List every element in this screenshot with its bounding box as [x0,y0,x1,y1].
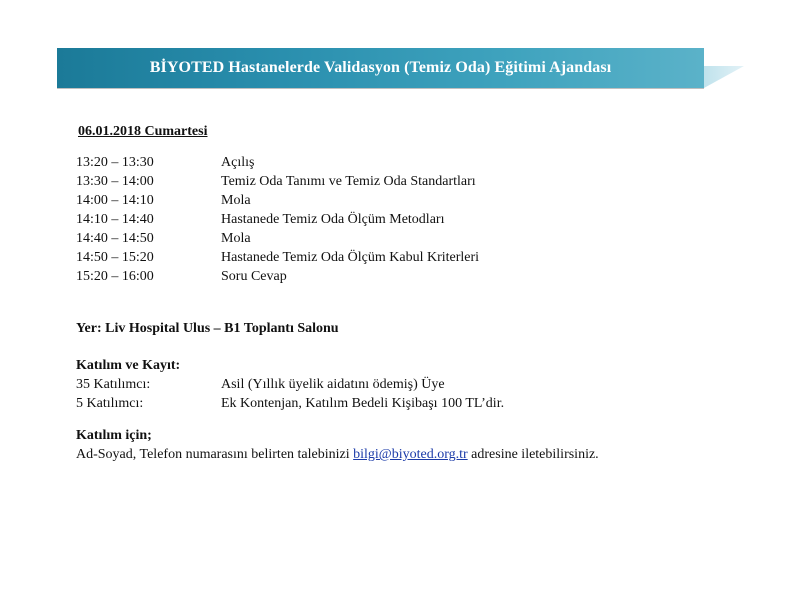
agenda-date: 06.01.2018 Cumartesi [78,124,208,139]
agenda-title: Açılış [221,155,255,170]
agenda-row [76,191,599,210]
agenda-time: 13:30 – 14:00 [76,174,154,189]
contact-text [76,445,599,464]
registration-value: Asil (Yıllık üyelik aidatını ödemiş) Üye [221,377,445,392]
agenda-time: 13:20 – 13:30 [76,155,154,170]
agenda-title: Hastanede Temiz Oda Ölçüm Metodları [221,212,445,227]
registration-heading: Katılım ve Kayıt: [76,358,181,373]
registration-row [76,375,599,394]
agenda-row [76,229,599,248]
agenda-row [76,267,599,286]
agenda-time: 15:20 – 16:00 [76,269,154,284]
agenda-time: 14:00 – 14:10 [76,193,154,208]
banner-decoration [704,66,744,88]
agenda-title: Hastanede Temiz Oda Ölçüm Kabul Kriterleri [221,250,480,265]
registration-row [76,394,599,413]
title-banner [57,48,704,88]
contact-text-before: Ad-Soyad, Telefon numarasını belirten talebinizi [76,447,354,462]
agenda-row [76,172,599,191]
agenda-time: 14:50 – 15:20 [76,250,154,265]
agenda-row [76,210,599,229]
page-title: BİYOTED Hastanelerde Validasyon (Temiz Oda) Eğitimi Ajandası [149,59,612,76]
agenda-title: Soru Cevap [221,269,287,284]
agenda-title: Temiz Oda Tanımı ve Temiz Oda Standartları [221,174,476,189]
contact-text-after: adresine iletebilirsiniz. [467,447,599,462]
agenda-time: 14:10 – 14:40 [76,212,154,227]
venue-text: Yer: Liv Hospital Ulus – B1 Toplantı Salonu [76,321,339,336]
agenda-title: Mola [221,193,251,208]
agenda-row [76,153,599,172]
agenda-content [76,122,599,464]
registration-value: Ek Kontenjan, Katılım Bedeli Kişibaşı 100 TL’dir. [221,396,505,411]
contact-heading: Katılım için; [76,428,152,443]
agenda-row [76,248,599,267]
agenda-time: 14:40 – 14:50 [76,231,154,246]
email-link[interactable]: bilgi@biyoted.org.tr [353,447,468,462]
registration-label: 35 Katılımcı: [76,377,151,392]
agenda-list [76,153,599,286]
agenda-title: Mola [221,231,251,246]
registration-label: 5 Katılımcı: [76,396,144,411]
